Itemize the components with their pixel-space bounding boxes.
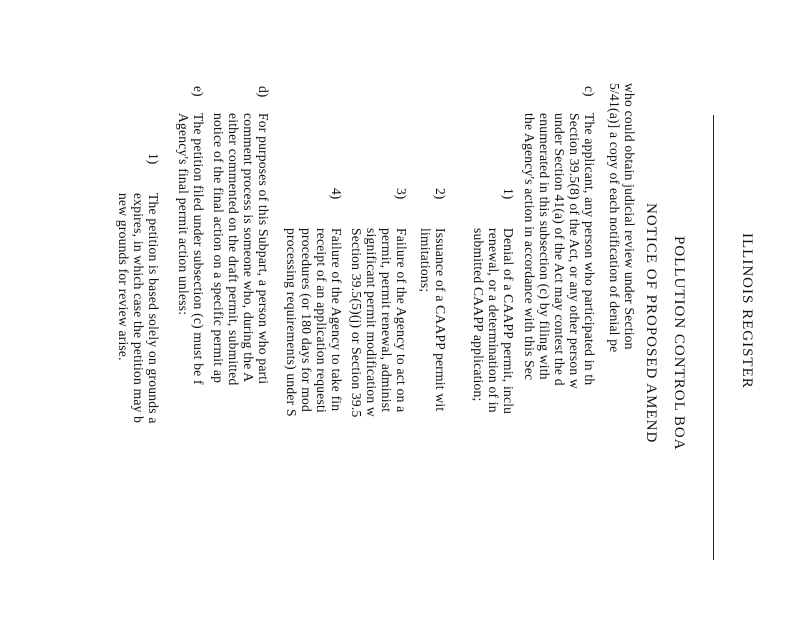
item-c3-label: 3) [394, 188, 409, 200]
item-c3-line: Section 39.5(5)(j) or Section 39.5 [349, 228, 364, 418]
section-d-line: For purposes of this Subpart, a person who parti [256, 113, 271, 385]
item-c1-line: Denial of a CAAPP permit, inclu [501, 228, 516, 415]
item-e1-line: new grounds for review arise. [116, 193, 131, 361]
item-e1-label: 1) [146, 153, 161, 165]
item-c4-line: receipt of an application requesti [314, 228, 329, 413]
section-c-line: the Agency's action in accordance with this Sec [522, 113, 537, 381]
item-c4-line: procedures (or 180 days for mod [299, 228, 314, 413]
item-e1-line: The petition is based solely on grounds a [146, 193, 161, 424]
item-c4-line: Failure of the Agency to take fin [329, 228, 344, 412]
item-c3-line: permit, permit renewal, administ [379, 228, 394, 413]
section-c-line: enumerated in this subsection (c) by filing with [537, 113, 552, 380]
section-d-line: comment process is someone who, during the A [241, 113, 256, 383]
header-rule [713, 115, 714, 560]
section-c-line: Section 39.5(8) of the Act, or any other person w [567, 113, 582, 389]
item-c1-label: 1) [501, 188, 516, 200]
item-c4-label: 4) [329, 188, 344, 200]
section-d-label: d) [256, 86, 271, 98]
item-c2-line: limitations; [418, 228, 433, 293]
rotated-document [0, 58, 800, 618]
section-e-line: The petition filed under subsection (c) must be f [191, 113, 206, 385]
item-e1-line: expires, in which case the petition may b [131, 193, 146, 424]
item-c1-line: renewal, or a determination of in [486, 228, 501, 413]
register-title: ILLINOIS REGISTER [739, 233, 755, 389]
item-c2-line: Issuance of a CAAPP permit wit [433, 228, 448, 412]
notice-title: NOTICE OF PROPOSED AMEND [643, 203, 659, 444]
section-e-line: Agency's final permit action unless: [176, 113, 191, 316]
item-c4-line: processing requirements) under S [284, 228, 299, 417]
item-c2-label: 2) [433, 188, 448, 200]
section-c-line: The applicant, any person who participated in th [582, 113, 597, 386]
section-c-label: c) [582, 86, 597, 97]
section-d-line: either commented on the draft permit, submitted [226, 113, 241, 386]
board-title: POLLUTION CONTROL BOA [671, 236, 687, 451]
section-d-line: notice of the final action on a specific permit ap [211, 113, 226, 384]
section-c-line: under Section 41(a) of the Act may contest the d [552, 113, 567, 386]
section-e-label: e) [191, 86, 206, 97]
item-c1-line: submitted CAAPP application; [471, 228, 486, 402]
item-c3-line: Failure of the Agency to act on a [394, 228, 409, 413]
intro-line: 5/41(a)] a copy of each notification of denial pe [607, 83, 622, 353]
item-c3-line: significant permit modification w [364, 228, 379, 417]
intro-line: who could obtain judicial review under Section [622, 83, 637, 350]
